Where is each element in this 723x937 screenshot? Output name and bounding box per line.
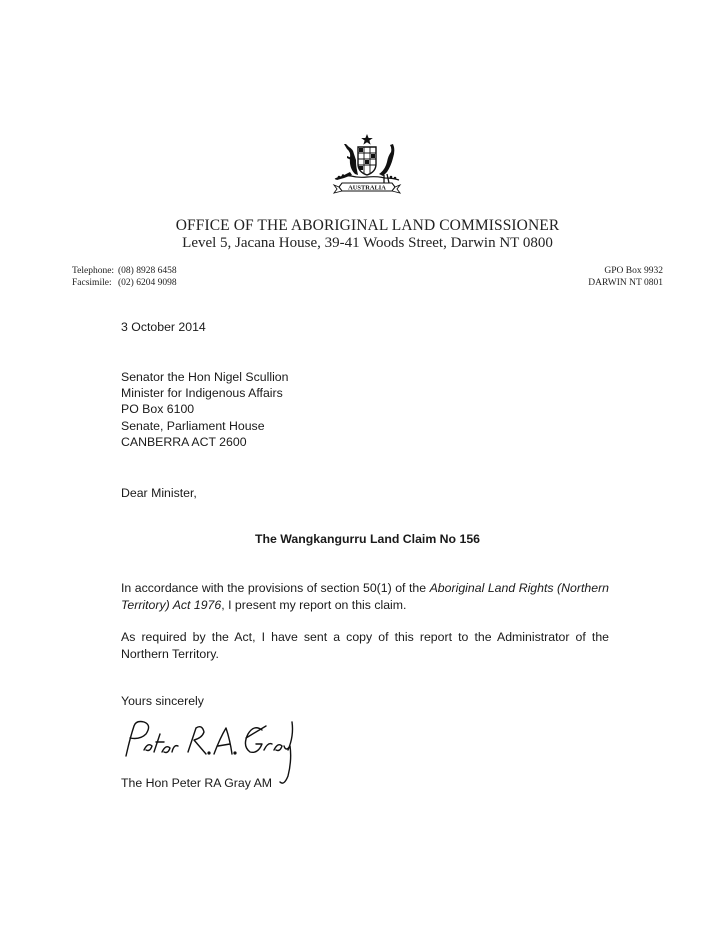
paragraph-1	[121, 580, 609, 613]
facsimile-row	[72, 277, 177, 289]
paragraph-1-end: , I present my report on this claim.	[221, 597, 407, 612]
recipient-line: CANBERRA ACT 2600	[121, 434, 247, 449]
signatory-name: The Hon Peter RA Gray AM	[121, 776, 273, 790]
po-city: DARWIN NT 0801	[588, 278, 663, 288]
act-title: Aboriginal Land Rights (Northern Territory) Act 1976	[121, 581, 609, 612]
closing: Yours sincerely	[121, 694, 204, 708]
office-name: OFFICE OF THE ABORIGINAL LAND COMMISSIONER	[175, 217, 560, 234]
telephone-row	[72, 265, 177, 277]
subject-line: The Wangkangurru Land Claim No 156	[254, 532, 481, 546]
postal-address	[588, 265, 663, 289]
recipient-line: Senator the Hon Nigel Scullion	[121, 370, 289, 384]
recipient-line: Minister for Indigenous Affairs	[121, 386, 283, 401]
crest-ribbon-text: AUSTRALIA	[348, 184, 386, 192]
po-box: GPO Box 9932	[604, 266, 663, 276]
recipient-address	[121, 369, 609, 450]
telephone-label: Telephone:	[72, 266, 115, 276]
telephone-number: (08) 8928 6458	[118, 266, 177, 276]
recipient-line: Senate, Parliament House	[121, 418, 265, 433]
paragraph-1-text: In accordance with the provisions of section 50(1) of the	[121, 581, 430, 595]
paragraph-2: As required by the Act, I have sent a copy of this report to the Administrator of the Northern Territory.	[121, 630, 609, 661]
contact-details	[72, 265, 177, 289]
office-address: Level 5, Jacana House, 39-41 Woods Street, Darwin NT 0800	[182, 235, 553, 251]
coat-of-arms-crest	[325, 132, 409, 198]
facsimile-number: (02) 6204 9098	[118, 278, 177, 288]
facsimile-label: Facsimile:	[72, 278, 112, 288]
recipient-line: PO Box 6100	[121, 402, 195, 417]
letter-date: 3 October 2014	[121, 320, 206, 334]
salutation: Dear Minister,	[121, 486, 197, 500]
